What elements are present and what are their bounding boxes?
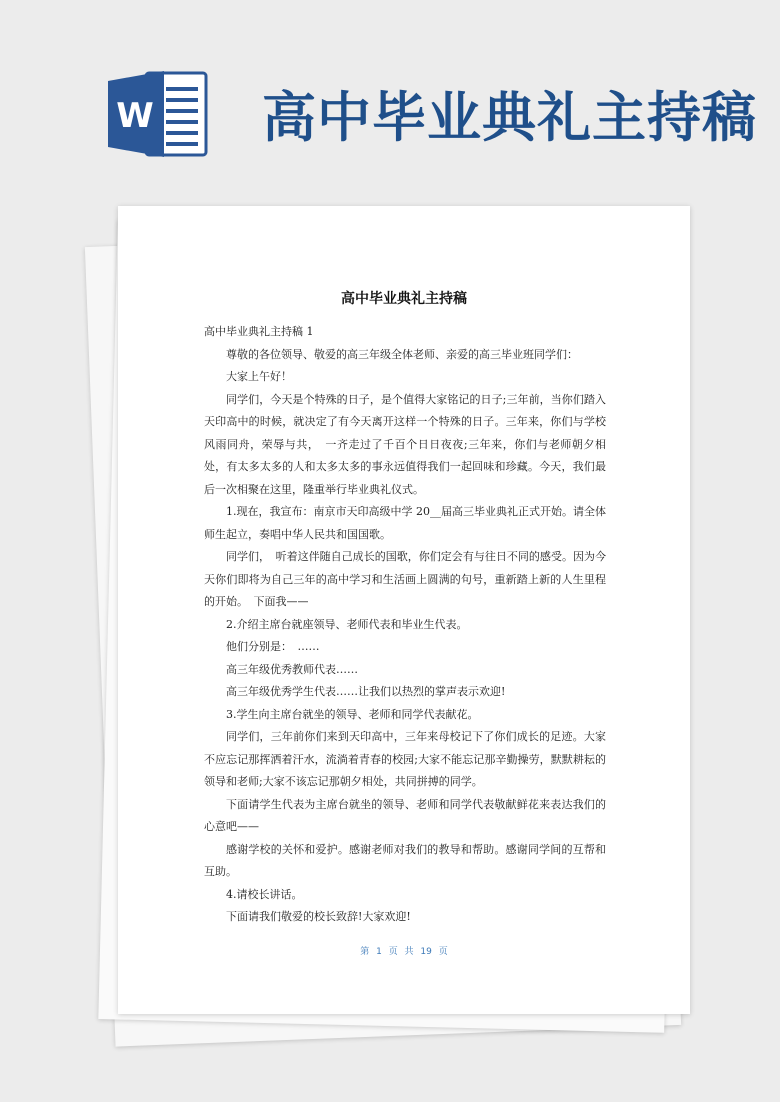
doc-paragraph: 大家上午好！ — [226, 370, 292, 383]
word-logo-letter: W — [116, 96, 154, 136]
document-title: 高中毕业典礼主持稿 — [341, 291, 467, 307]
document-body — [204, 321, 606, 929]
word-doc-icon — [108, 69, 208, 159]
doc-paragraph: 4.请校长讲话。 — [226, 887, 303, 901]
doc-paragraph: 高三年级优秀教师代表…… — [226, 662, 358, 676]
doc-paragraph: 他们分别是： …… — [226, 640, 320, 653]
document-page — [118, 206, 690, 1014]
doc-paragraph: 下面请学生代表为主席台就坐的领导、老师和同学代表敬献鲜花来表达我们的心意吧—— — [204, 797, 606, 833]
doc-paragraph: 同学们， 听着这伴随自己成长的国歌，你们定会有与往日不同的感受。因为今天你们即将为自己三年的高中学习和生活画上圆满的句号，重新踏上新的人生里程的开始。 下面我—— — [204, 550, 606, 608]
doc-paragraph: 感谢学校的关怀和爱护。感谢老师对我们的教导和帮助。感谢同学间的互帮和互助。 — [204, 842, 606, 878]
doc-paragraph: 高三年级优秀学生代表……让我们以热烈的掌声表示欢迎! — [226, 685, 506, 698]
page-footer: 第 1 页 共 19 页 — [360, 947, 448, 957]
doc-paragraph: 尊敬的各位领导、敬爱的高三年级全体老师、亲爱的高三毕业班同学们： — [226, 347, 578, 361]
doc-paragraph: 同学们，三年前你们来到天印高中，三年来母校记下了你们成长的足迹。大家不应忘记那挥洒着汗水，流淌着青春的校园;大家不能忘记那辛勤操劳，默默耕耘的领导和老师;大家不该忘记那朝夕相处，共同拼搏的同学。 — [204, 730, 606, 788]
banner-title: 高中毕业典礼主持稿 — [262, 86, 757, 149]
doc-paragraph: 同学们，今天是个特殊的日子，是个值得大家铭记的日子;三年前，当你们踏入天印高中的时候，就决定了有今天离开这样一个特殊的日子。三年来，你们与学校风雨同舟，荣辱与共， 一齐走过了千百个日日夜夜;三年来，你们与老师朝夕相处，有太多太多的人和太多太多的事永远值得我们一起回味和珍藏。今天，我们最后一次相聚在这里，隆重举行毕业典礼仪式。 — [204, 392, 606, 496]
doc-heading-para: 高中毕业典礼主持稿 1 — [204, 325, 314, 338]
doc-paragraph: 2.介绍主席台就座领导、老师代表和毕业生代表。 — [226, 617, 468, 631]
doc-paragraph: 3.学生向主席台就坐的领导、老师和同学代表献花。 — [226, 707, 479, 721]
doc-paragraph: 1.现在，我宣布：南京市天印高级中学 20__届高三毕业典礼正式开始。请全体师生起立，奏唱中华人民共和国国歌。 — [204, 505, 606, 541]
doc-paragraph: 下面请我们敬爱的校长致辞!大家欢迎! — [226, 910, 411, 923]
